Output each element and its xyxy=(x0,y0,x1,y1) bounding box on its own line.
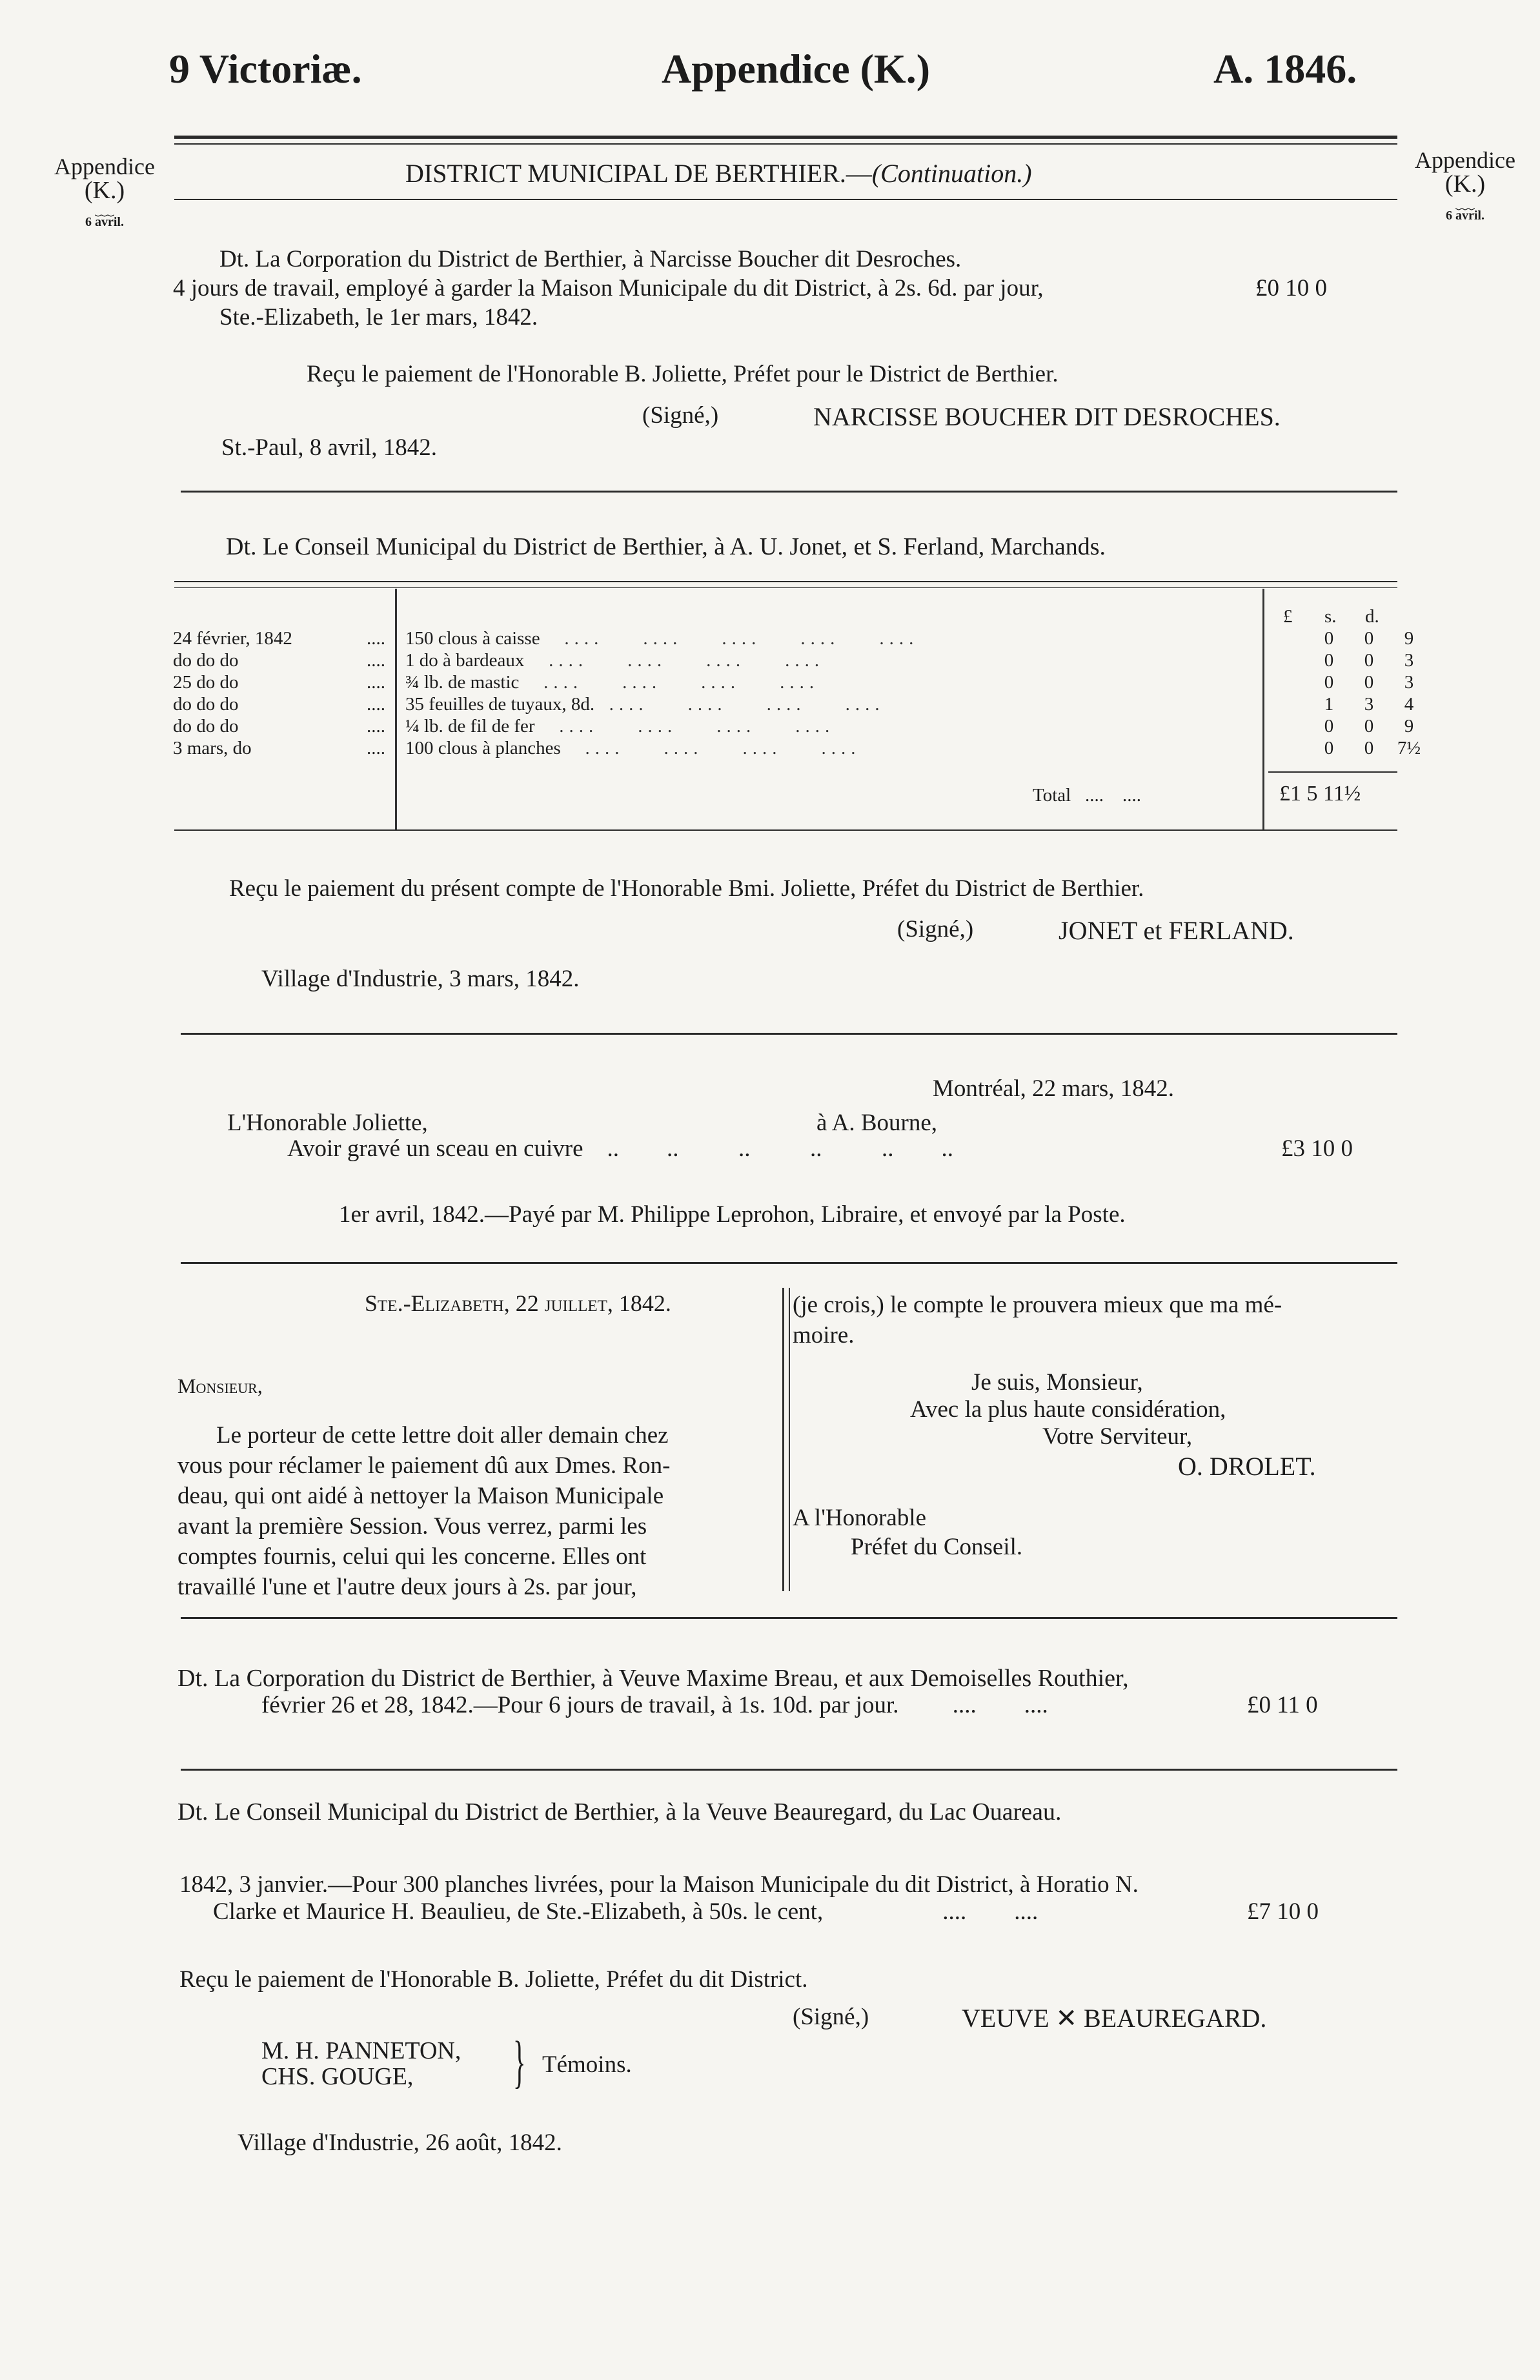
entry3-amount: £3 10 0 xyxy=(1281,1135,1353,1162)
row-date: do do do xyxy=(173,650,239,671)
row-date: 25 do do xyxy=(173,672,239,693)
entry1-line3: Ste.-Elizabeth, le 1er mars, 1842. xyxy=(219,304,538,331)
row-item: 1 do à bardeaux xyxy=(405,650,525,671)
header-rule-thin xyxy=(174,143,1397,145)
letter-line: comptes fournis, celui qui les concerne. Elles ont xyxy=(177,1543,647,1570)
total-rule xyxy=(1268,771,1397,773)
entry4-amount: £0 11 0 xyxy=(1247,1692,1318,1718)
row-item: 150 clous à caisse xyxy=(405,628,540,649)
entry1-amount: £0 10 0 xyxy=(1255,275,1327,301)
margin-note-left xyxy=(40,155,169,229)
letter-line: deau, qui ont aidé à nettoyer la Maison Municipale xyxy=(177,1483,664,1509)
margin-letter: (K.) xyxy=(1444,170,1486,198)
entry1-line2: 4 jours de travail, employé à garder la Maison Municipale du dit District, à 2s. 6d. par jour, xyxy=(173,275,1044,301)
entry2-receipt: Reçu le paiement du présent compte de l'Honorable Bmi. Joliette, Préfet du District de Berthier. xyxy=(229,875,1144,902)
row-date: do do do xyxy=(173,694,239,715)
letter-closing-2: Avec la plus haute considération, xyxy=(910,1396,1226,1423)
entry1-signe: (Signé,) xyxy=(642,402,719,429)
table-row: 25 do do .... ¾ lb. de mastic .... .... .... .... 0 0 3 xyxy=(173,671,1429,693)
entry5-amount: £7 10 0 xyxy=(1247,1898,1319,1925)
margin-date: 6 avril. xyxy=(1446,209,1484,223)
row-pounds: 0 xyxy=(1324,650,1334,671)
entry4-line1: Dt. La Corporation du District de Berthier, à Veuve Maxime Breau, et aux Demoiselles Routhier, xyxy=(177,1665,1129,1692)
entry5-signe: (Signé,) xyxy=(793,2004,869,2030)
entry1-place-date: St.-Paul, 8 avril, 1842. xyxy=(221,434,438,461)
entry5-line1: 1842, 3 janvier.—Pour 300 planches livrées, pour la Maison Municipale du dit District, à Horatio N. xyxy=(179,1871,1139,1898)
entry2-place-date: Village d'Industrie, 3 mars, 1842. xyxy=(261,966,580,992)
header-year: A. 1846. xyxy=(1213,46,1357,92)
margin-note-right xyxy=(1397,148,1533,222)
table-row: do do do .... ¼ lb. de fil de fer .... .... .... .... 0 0 9 xyxy=(173,715,1429,737)
row-pence: 4 xyxy=(1404,694,1414,715)
margin-label: Appendice xyxy=(1415,147,1515,173)
margin-date: 6 avril. xyxy=(85,215,124,229)
table-row: do do do .... 1 do à bardeaux .... .... .... .... 0 0 3 xyxy=(173,649,1429,671)
total-label: Total .... .... xyxy=(1033,785,1141,806)
row-date: do do do xyxy=(173,716,239,737)
entry5-place-date: Village d'Industrie, 26 août, 1842. xyxy=(238,2130,562,2156)
letter-body-right xyxy=(793,1290,1403,1350)
header-session: 9 Victoriæ. xyxy=(169,46,362,92)
row-pounds: 0 xyxy=(1324,628,1334,649)
letter-closing-1: Je suis, Monsieur, xyxy=(971,1369,1143,1396)
letter-place-date: Ste.-Elizabeth, 22 juillet, 1842. xyxy=(365,1290,671,1316)
entry4-rule xyxy=(181,1769,1397,1771)
row-pence: 3 xyxy=(1404,672,1414,693)
table-bottom-rule xyxy=(174,829,1397,831)
entry1-line1: Dt. La Corporation du District de Berthier, à Narcisse Boucher dit Desroches. xyxy=(219,246,962,272)
brace-icon: ﹏ xyxy=(95,198,114,219)
table-row: 3 mars, do .... 100 clous à planches .... .... .... .... 0 0 7½ xyxy=(173,737,1429,759)
letter-line: vous pour réclamer le paiement dû aux Dmes. Ron- xyxy=(177,1452,671,1479)
table-row: 24 février, 1842 .... 150 clous à caisse .... .... .... .... .... 0 0 9 xyxy=(173,627,1429,649)
letter-signature: O. DROLET. xyxy=(1178,1452,1316,1481)
row-shillings: 0 xyxy=(1364,628,1374,649)
entry3-item: Avoir gravé un sceau en cuivre .. .. .. .. .. .. xyxy=(287,1135,954,1162)
entry5-title: Dt. Le Conseil Municipal du District de Berthier, à la Veuve Beauregard, du Lac Ouareau. xyxy=(177,1798,1062,1826)
entry4-line2: février 26 et 28, 1842.—Pour 6 jours de travail, à 1s. 10d. par jour. .... .... xyxy=(261,1692,1048,1718)
accounts-table xyxy=(173,627,1429,759)
section-title-italic: (Continuation.) xyxy=(871,159,1032,188)
entry1-receipt: Reçu le paiement de l'Honorable B. Joliette, Préfet pour le District de Berthier. xyxy=(307,361,1059,387)
entry5-line2-text: Clarke et Maurice H. Beaulieu, de Ste.-Elizabeth, à 50s. le cent, xyxy=(213,1898,824,1925)
entry5-witness-1: M. H. PANNETON, xyxy=(261,2037,461,2064)
row-item: ¾ lb. de mastic xyxy=(405,672,520,693)
entry2-rule xyxy=(181,1033,1397,1035)
table-top-rule xyxy=(174,581,1397,582)
entry3-from: à A. Bourne, xyxy=(816,1110,938,1136)
letter-divider xyxy=(782,1288,784,1591)
letter-address-2: Préfet du Conseil. xyxy=(851,1534,1023,1560)
letter-divider-thin xyxy=(789,1288,790,1591)
row-item: ¼ lb. de fil de fer xyxy=(405,716,535,737)
row-shillings: 0 xyxy=(1364,650,1374,671)
row-pence: 3 xyxy=(1404,650,1414,671)
entry2-signature: JONET et FERLAND. xyxy=(1059,916,1294,945)
section-title xyxy=(405,158,1032,189)
header-appendix: Appendice (K.) xyxy=(662,46,930,92)
letter-salutation: Monsieur, xyxy=(177,1374,263,1398)
entry1-signature: NARCISSE BOUCHER DIT DESROCHES. xyxy=(813,402,1281,431)
table-top-rule-thin xyxy=(174,587,1397,588)
total-label-text: Total xyxy=(1033,785,1071,806)
row-pounds: 0 xyxy=(1324,716,1334,737)
entry3-note: 1er avril, 1842.—Payé par M. Philippe Leprohon, Libraire, et envoyé par la Poste. xyxy=(339,1201,1126,1228)
margin-letter: (K.) xyxy=(84,177,125,204)
row-date: 24 février, 1842 xyxy=(173,628,292,649)
entry5-witness-label: Témoins. xyxy=(542,2051,632,2078)
currency-shilling: s. xyxy=(1324,606,1337,627)
section-title-main: DISTRICT MUNICIPAL DE BERTHIER.— xyxy=(405,159,872,188)
row-date: 3 mars, do xyxy=(173,738,252,758)
letter-body-left xyxy=(177,1420,778,1602)
row-pounds: 0 xyxy=(1324,738,1334,758)
row-shillings: 0 xyxy=(1364,716,1374,737)
header-rule xyxy=(174,136,1397,139)
row-item: 100 clous à planches xyxy=(405,738,561,758)
entry5-witness-2: CHS. GOUGE, xyxy=(261,2063,414,2090)
entry2-title: Dt. Le Conseil Municipal du District de Berthier, à A. U. Jonet, et S. Ferland, Marchands. xyxy=(226,533,1106,560)
table-row: do do do .... 35 feuilles de tuyaux, 8d. .... .... .... .... 1 3 4 xyxy=(173,693,1429,715)
currency-pence: d. xyxy=(1365,606,1379,627)
row-item: 35 feuilles de tuyaux, 8d. xyxy=(405,694,595,715)
entry3-to: L'Honorable Joliette, xyxy=(227,1110,428,1136)
row-shillings: 0 xyxy=(1364,672,1374,693)
row-pence: 9 xyxy=(1404,628,1414,649)
entry4-line2-text: février 26 et 28, 1842.—Pour 6 jours de travail, à 1s. 10d. par jour. xyxy=(261,1692,899,1718)
entry5-line2: Clarke et Maurice H. Beaulieu, de Ste.-Elizabeth, à 50s. le cent, .... .... xyxy=(213,1898,1038,1925)
brace-icon: ﹏ xyxy=(1455,192,1475,213)
entry3-item-text: Avoir gravé un sceau en cuivre xyxy=(287,1135,583,1162)
total-amount: £1 5 11½ xyxy=(1279,782,1361,806)
currency-pound: £ xyxy=(1283,606,1293,627)
row-pence: 9 xyxy=(1404,716,1414,737)
brace-icon: } xyxy=(513,2030,526,2094)
entry2-signe: (Signé,) xyxy=(897,916,974,942)
entry3-rule xyxy=(181,1262,1397,1264)
letter-line: moire. xyxy=(793,1322,855,1348)
letter-line: Le porteur de cette lettre doit aller demain chez xyxy=(216,1422,669,1449)
letter-line: (je crois,) le compte le prouvera mieux que ma mé- xyxy=(793,1292,1282,1318)
entry5-signature: VEUVE ✕ BEAUREGARD. xyxy=(962,2004,1267,2033)
title-rule xyxy=(174,199,1397,200)
letter-closing-3: Votre Serviteur, xyxy=(1042,1423,1193,1450)
margin-label: Appendice xyxy=(54,154,155,179)
row-pence: 7½ xyxy=(1397,738,1421,758)
letter-line: avant la première Session. Vous verrez, parmi les xyxy=(177,1513,647,1540)
letter-rule xyxy=(181,1617,1397,1619)
entry5-receipt: Reçu le paiement de l'Honorable B. Joliette, Préfet du dit District. xyxy=(179,1966,808,1993)
entry3-place-date: Montréal, 22 mars, 1842. xyxy=(933,1075,1175,1102)
letter-line: travaillé l'une et l'autre deux jours à 2s. par jour, xyxy=(177,1574,637,1600)
row-pounds: 0 xyxy=(1324,672,1334,693)
row-shillings: 0 xyxy=(1364,738,1374,758)
row-pounds: 1 xyxy=(1324,694,1334,715)
letter-address-1: A l'Honorable xyxy=(793,1505,927,1531)
row-shillings: 3 xyxy=(1364,694,1374,715)
entry1-rule xyxy=(181,491,1397,493)
